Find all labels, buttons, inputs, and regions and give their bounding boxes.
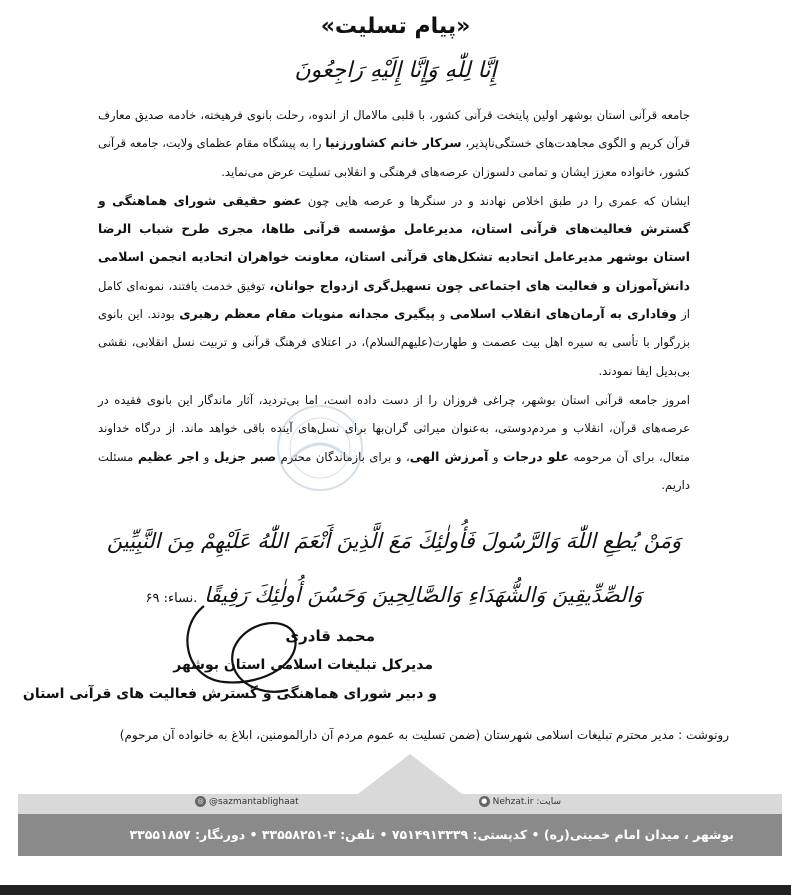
paragraph-3: امروز جامعه قرآنی استان بوشهر، چراغی فروزان را از دست داده است، اما بی‌تردید، آثار ماندگار این بانوی فقیده در عرصه‌های قرآن، انقلاب و مردم‌دوستی، به‌عنوان میراثی گران‌بها برای نسل‌های آینده باقی خواهد ماند. از درگاه خداوند متعال، برای آن مرحومه علو درجات و آمرزش الهی، و برای بازماندگان محترم صبر جزیل و اجر عظیم مسئلت داریم.: [98, 392, 690, 492]
signatory-name: محمد قادری: [285, 627, 375, 645]
signatory-title-2: و دبیر شورای هماهنگی و گسترش فعالیت های قرآنی استان: [22, 686, 437, 702]
web-icon: ●: [479, 796, 490, 807]
footer-address: بوشهر ، میدان امام خمینی(ره) • کدپستی: ۷۵۱۴۹۱۳۳۳۹ • تلفن: ۳-۳۳۵۵۸۲۵۱ • دورنگار: ۳۳۵۵۱۸۵۷: [129, 827, 734, 842]
bottom-strip: [0, 885, 791, 895]
verse-reference: .نساء: ۶۹: [145, 591, 198, 606]
website-contact[interactable]: سایت: Nehzat.ir●: [476, 796, 561, 807]
instagram-icon: ◎: [195, 796, 206, 807]
paragraph-2: ایشان که عمری را در طبق اخلاص نهادند و در سنگرها و عرصه هایی چون عضو حقیقی شورای هماهنگی و گسترش فعالیت‌های قرآنی استان، مدیرعامل مؤسسه قرآنی طاها، مجری طرح شباب الرضا استان بوشهر مدیرعامل اتحادیه تشکل‌های قرآنی استان، معاونت خواهران اتحادیه انجمن اسلامی دانش‌آموزان و فعالیت های اجتماعی چون تسهیل‌گری ازدواج جوانان، توفیق خدمت یافتند، نمونه‌ای کامل از وفاداری به آرمان‌های انقلاب اسلامی و پیگیری مجدانه منویات مقام معظم رهبری بودند. این بانوی بزرگوار با تأسی به سیره اهل بیت عصمت و طهارت(علیهم‌السلام)، در اعتلای فرهنگ قرآنی و تربیت نسل انقلابی، نقشی بی‌بدیل ایفا نمودند.: [98, 192, 690, 378]
opening-verse: إِنَّا لِلّٰهِ وَإِنَّا إِلَيْهِ رَاجِعُونَ: [294, 58, 497, 83]
deceased-name: سرکار خانم کشاورزنیا: [325, 135, 462, 151]
page-title: «پیام تسلیت»: [320, 14, 471, 39]
closing-verse: وَمَنْ يُطِعِ اللّٰهَ وَالرَّسُولَ فَأُولٰئِكَ مَعَ الَّذِينَ أَنْعَمَ اللّٰهُ عَلَيْهِمْ مِنَ النَّبِيِّينَ وَالصِّدِّيقِينَ وَالشُّهَدَاءِ وَالصَّالِحِينَ وَحَسُنَ أُولٰئِكَ رَفِيقًا .نساء: ۶۹: [106, 529, 682, 607]
carbon-copy-line: رونوشت : مدیر محترم تبلیغات اسلامی شهرستان (ضمن تسلیت به عموم مردم آن دارالمومنین، ابلاغ به خانواده آن مرحوم): [119, 728, 729, 742]
signature-block: [22, 622, 437, 709]
signatory-title: مدیرکل تبلیغات اسلامی استان بوشهر: [173, 657, 433, 673]
contact-bar: [18, 794, 782, 814]
watermark-seal-icon: [250, 398, 390, 498]
letter-body: [98, 101, 690, 499]
paragraph-1: جامعه قرآنی استان بوشهر اولین پایتخت قرآنی کشور، با قلبی مالامال از اندوه، رحلت بانوی فرهیخته، خادمه صدیق معارف قرآن کریم و الگوی مجاهدت‌های خستگی‌ناپذیر، سرکار خانم کشاورزنیا را به پیشگاه مقام عظمای ولایت، جامعه قرآنی کشور، خانواده معزز ایشان و تمامی دلسوزان عرصه‌های فرهنگی و انقلابی تسلیت عرض می‌نماید.: [98, 108, 690, 179]
instagram-contact[interactable]: ◎ @sazmantablighaat: [192, 796, 299, 807]
